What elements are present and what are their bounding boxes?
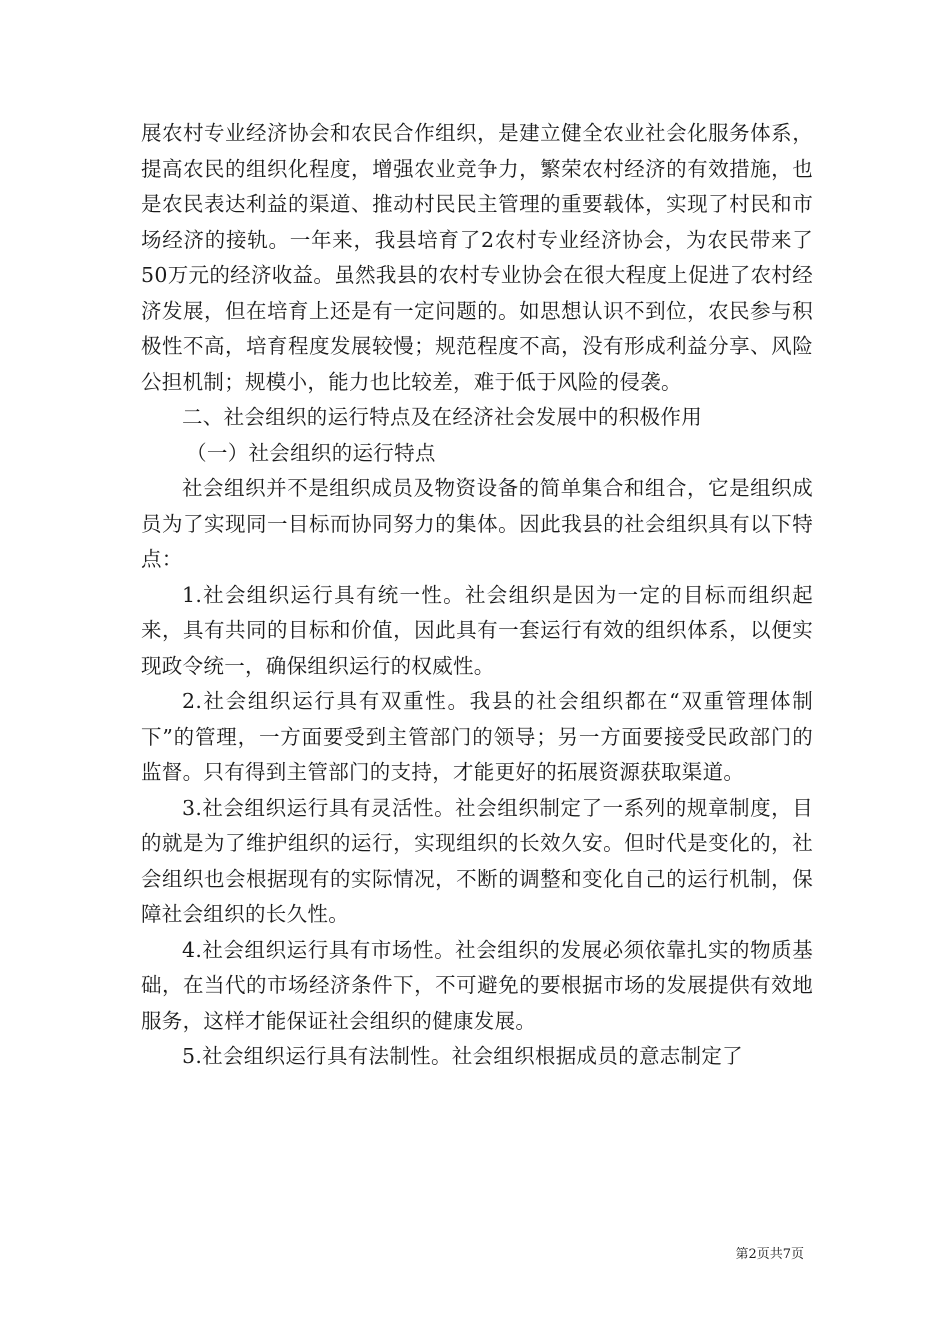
section-heading: 二、社会组织的运行特点及在经济社会发展中的积极作用 <box>182 405 702 429</box>
paragraph-continued: 展农村专业经济协会和农民合作组织，是建立健全农业社会化服务体系，提高农民的组织化程度，增强农业竞争力，繁荣农村经济的有效措施，也是农民表达利益的渠道、推动村民民主管理的重要载体，实现了村民和市场经济的接轨。一年来，我县培育了2农村专业经济协会，为农民带来了50万元的经济收益。虽然我县的农村专业协会在很大程度上促进了农村经济发展，但在培育上还是有一定问题的。如思想认识不到位，农民参与积极性不高，培育程度发展较慢；规范程度不高，没有形成利益分享、风险公担机制；规模小，能力也比较差，难于低于风险的侵袭。 <box>141 121 813 394</box>
paragraph-intro: 社会组织并不是组织成员及物资设备的简单集合和组合，它是组织成员为了实现同一目标而协同努力的集体。因此我县的社会组织具有以下特点： <box>141 476 813 571</box>
list-item-2: 2.社会组织运行具有双重性。我县的社会组织都在“双重管理体制下”的管理，一方面要受到主管部门的领导；另一方面要接受民政部门的监督。只有得到主管部门的支持，才能更好的拓展资源获取渠道。 <box>141 689 813 784</box>
document-body <box>141 116 813 1075</box>
subsection-heading: （一）社会组织的运行特点 <box>186 440 436 465</box>
list-item-1: 1.社会组织运行具有统一性。社会组织是因为一定的目标而组织起来，具有共同的目标和价值，因此具有一套运行有效的组织体系，以便实现政令统一，确保组织运行的权威性。 <box>141 582 813 678</box>
list-item-4: 4.社会组织运行具有市场性。社会组织的发展必须依靠扎实的物质基础，在当代的市场经济条件下，不可避免的要根据市场的发展提供有效地服务，这样才能保证社会组织的健康发展。 <box>141 937 813 1033</box>
list-item-3: 3.社会组织运行具有灵活性。社会组织制定了一系列的规章制度，目的就是为了维护组织的运行，实现组织的长效久安。但时代是变化的，社会组织也会根据现有的实际情况，不断的调整和变化自己的运行机制，保障社会组织的长久性。 <box>141 795 813 926</box>
page-number: 第2页共7页 <box>735 1247 804 1262</box>
list-item-5: 5.社会组织运行具有法制性。社会组织根据成员的意志制定了 <box>182 1044 743 1068</box>
